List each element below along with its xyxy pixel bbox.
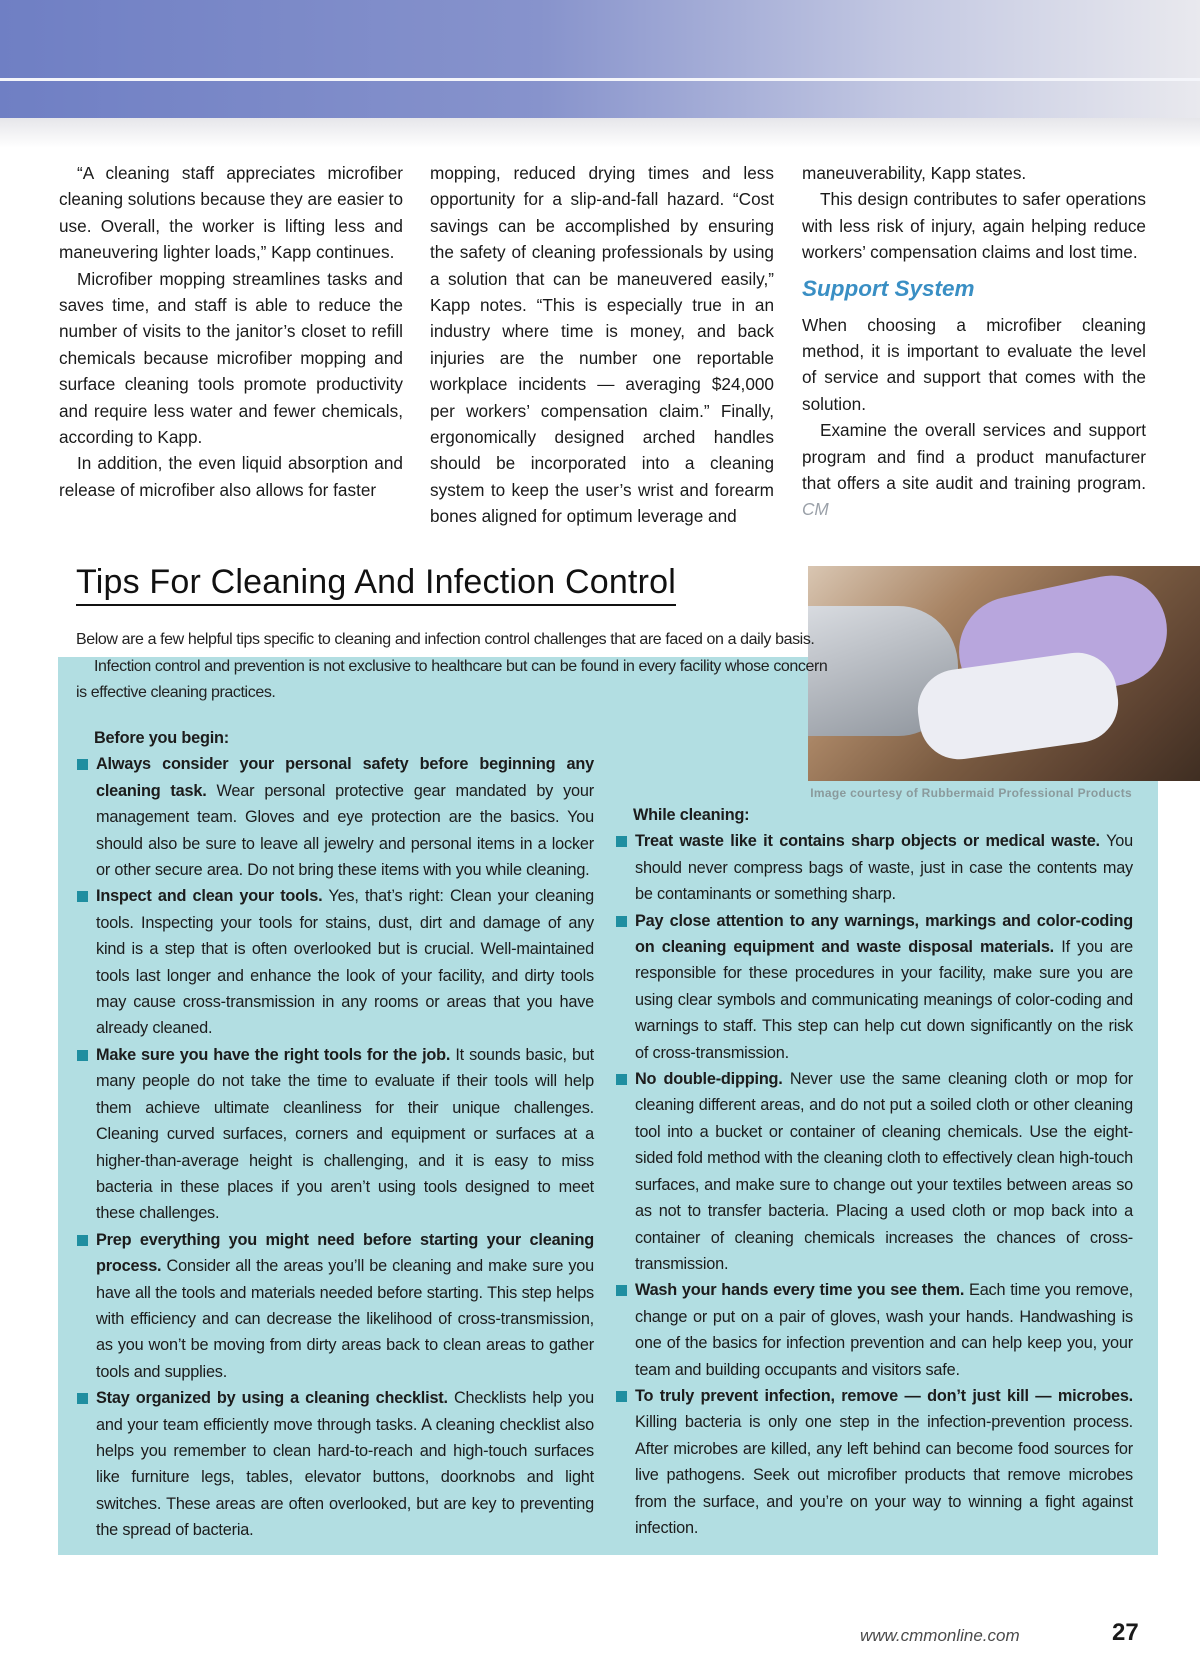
article-column-1 <box>59 160 403 503</box>
article-paragraph: When choosing a microfiber cleaning method, it is important to evaluate the level of service and support that comes with the solution. <box>802 314 1146 414</box>
signoff-mark: CM <box>802 499 829 520</box>
tip-item <box>613 1383 1133 1541</box>
photo-credit: Image courtesy of Rubbermaid Professional Products <box>810 786 1132 800</box>
tips-group-heading: While cleaning: <box>633 806 750 824</box>
tip-item <box>74 1042 594 1227</box>
tip-body: Consider all the areas you’ll be cleaning and make sure you have all the tools and materials needed before starting. This step helps with efficiency and can decrease the likelihood of cross-transmission, as you won’t be moving from dirty areas back to clean areas to gather tools and supplies. <box>96 1257 594 1381</box>
tip-body: Wear personal protective gear mandated by your management team. Gloves and eye protection are the basics. You should also be sure to leave all jewelry and personal items in a locker or other secure area. Do not bring these items with you while cleaning. <box>96 781 594 880</box>
page-number: 27 <box>1112 1619 1139 1646</box>
article-paragraph: mopping, reduced drying times and less opportunity for a slip-and-fall hazard. “Cost savings can be accomplished by ensuring the safety of cleaning professionals by using a solution that can be maneuvered easily,” Kapp notes. “This is especially true in an industry where time is money, and back injuries are the number one reportable workplace incidents — averaging $24,000 per workers’ compensation claim.” Finally, ergonomically designed arched handles should be incorporated into a cleaning system to keep the user’s wrist and forearm bones aligned for optimum leverage and <box>430 163 774 527</box>
square-bullet-icon <box>77 759 88 770</box>
tip-body: Yes, that’s right: Clean your cleaning tools. Inspecting your tools for stains, dust, dirt and damage of any kind is a step that is often overlooked but is crucial. Well-maintained tools last longer and enhance the look of your facility, and dirty tools may cause cross-transmission in any rooms or areas that you have already cleaned. <box>96 887 594 1038</box>
tip-body: Killing bacteria is only one step in the infection-prevention process. After microbes are killed, any left behind can become food sources for live pathogens. Seek out microfiber products that remove microbes from the surface, and you’re on your way to winning a fight against infection. <box>635 1413 1133 1537</box>
tip-body: Each time you remove, change or put on a pair of gloves, wash your hands. Handwashing is one of the basics for infection prevention and can help keep you, your team and building occupants and visitors safe. <box>635 1281 1133 1379</box>
website-link[interactable]: www.cmmonline.com <box>860 1626 1020 1645</box>
tip-item <box>74 1385 594 1543</box>
article-column-2 <box>430 160 774 530</box>
tip-lead: No double-dipping. <box>635 1070 783 1089</box>
square-bullet-icon <box>77 891 88 902</box>
tip-lead: Prep everything you might need before starting your cleaning process. <box>96 1230 594 1276</box>
tip-lead: Treat waste like it contains sharp objects or medical waste. <box>635 832 1100 851</box>
tip-body: It sounds basic, but many people do not take the time to evaluate if their tools will help them achieve ultimate cleanliness for their unique challenges. Cleaning curved surfaces, corners and equipment or surfaces at a higher-than-average height is challenging, and it is easy to miss bacteria in these places if you aren’t using tools designed to meet these challenges. <box>96 1045 594 1223</box>
tip-body: Checklists help you and your team efficiently move through tasks. A cleaning checklist also helps you remember to clean hard-to-reach and high-touch surfaces like furniture legs, tables, elevator buttons, doorknobs and light switches. These areas are often overlooked, but are key to preventing the spread of bacteria. <box>96 1389 594 1540</box>
square-bullet-icon <box>616 1285 627 1296</box>
tip-body: Never use the same cleaning cloth or mop for cleaning different areas, and do not put a soiled cloth or other cleaning tool into a bucket or container of cleaning chemicals. Use the eight-sided fold method with the cleaning cloth to effectively clean high-touch surfaces, and make sure to change out your textiles between areas so as not to transfer bacteria. Placing a used cloth or mop back into a container of cleaning chemicals increases the chances of cross-transmission. <box>635 1070 1133 1273</box>
tip-body: If you are responsible for these procedures in your facility, make sure you are using clear symbols and communicating meanings of color-coding and warnings to staff. This step can help cut down significantly on the risk of cross-transmission. <box>635 938 1133 1062</box>
tip-lead: Inspect and clean your tools. <box>96 887 323 906</box>
tip-item <box>613 828 1133 907</box>
tips-group-heading: Before you begin: <box>94 729 229 747</box>
tip-lead: Pay close attention to any warnings, markings and color-coding on cleaning equipment and waste disposal materials. <box>635 911 1133 957</box>
header-rule <box>0 78 1200 81</box>
square-bullet-icon <box>616 916 627 927</box>
tip-lead: Stay organized by using a cleaning checklist. <box>96 1389 448 1408</box>
article-paragraph: This design contributes to safer operations with less risk of injury, again helping reduce workers’ compensation claims and lost time. <box>802 189 1146 263</box>
section-subhead: Support System <box>802 275 975 301</box>
tip-item <box>613 908 1133 1066</box>
article-paragraph: In addition, the even liquid absorption and release of microfiber also allows for faster <box>59 453 403 500</box>
square-bullet-icon <box>77 1235 88 1246</box>
article-paragraph-text: Examine the overall services and support program and find a product manufacturer that offers a site audit and training program. <box>802 420 1146 494</box>
article-paragraph: “A cleaning staff appreciates microfiber cleaning solutions because they are easier to use. Overall, the worker is lifting less and maneuvering lighter loads,” Kapp continues. <box>59 163 403 263</box>
article-paragraph: Microfiber mopping streamlines tasks and saves time, and staff is able to reduce the number of visits to the janitor’s closet to refill chemicals because microfiber mopping and surface cleaning tools promote productivity and require less water and fewer chemicals, according to Kapp. <box>59 268 403 448</box>
tip-body: You should never compress bags of waste, just in case the contents may be contaminants or something sharp. <box>635 832 1133 904</box>
article-paragraph-final <box>802 417 1146 523</box>
tip-item <box>613 1066 1133 1277</box>
tip-lead: Make sure you have the right tools for the job. <box>96 1045 451 1064</box>
square-bullet-icon <box>77 1050 88 1061</box>
sidebar-intro <box>76 627 836 707</box>
tip-item <box>74 751 594 883</box>
tips-while-column <box>613 802 1133 1541</box>
gloved-hand-cleaning-photo <box>808 566 1200 781</box>
sidebar-intro-line-2: Infection control and prevention is not exclusive to healthcare but can be found in every facility whose concern is effective cleaning practices. <box>76 657 828 701</box>
tips-before-column <box>74 725 594 1544</box>
header-fade <box>0 118 1200 148</box>
article-paragraph: maneuverability, Kapp states. <box>802 163 1027 183</box>
article-column-3 <box>802 160 1146 523</box>
tip-lead: To truly prevent infection, remove — don’t just kill — microbes. <box>635 1386 1133 1405</box>
square-bullet-icon <box>616 836 627 847</box>
tip-lead: Wash your hands every time you see them. <box>635 1281 965 1300</box>
tip-item <box>74 883 594 1041</box>
sidebar-title: Tips For Cleaning And Infection Control <box>76 560 676 606</box>
header-band <box>0 0 1200 118</box>
tip-item <box>74 1227 594 1385</box>
square-bullet-icon <box>616 1074 627 1085</box>
tip-lead: Always consider your personal safety before beginning any cleaning task. <box>96 755 594 800</box>
tip-item <box>613 1277 1133 1383</box>
sidebar-intro-line-1: Below are a few helpful tips specific to cleaning and infection control challenges that are faced on a daily basis. <box>76 631 815 648</box>
square-bullet-icon <box>616 1391 627 1402</box>
square-bullet-icon <box>77 1393 88 1404</box>
